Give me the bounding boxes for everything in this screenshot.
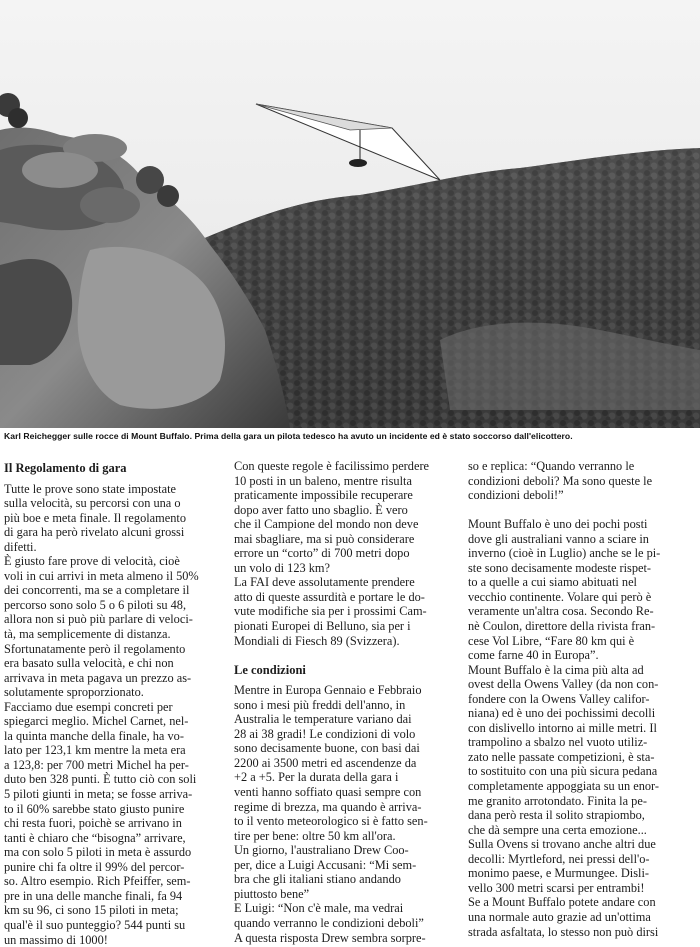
- text-line: fondere con la Owens Valley califor-: [468, 692, 698, 707]
- text-line: sono i mesi più freddi dell'anno, in: [234, 698, 462, 713]
- text-line: inverno (cioè in Luglio) anche se le pi-: [468, 546, 698, 561]
- text-line: che il Campione del mondo non deve: [234, 517, 462, 532]
- text-line: 10 posti in un baleno, mentre risulta: [234, 474, 462, 489]
- column-2-paragraphs-b: [234, 683, 462, 945]
- text-line: trampolino a sbalzo nel vuoto utiliz-: [468, 735, 698, 750]
- text-line: allora non si può più parlare di veloci-: [4, 612, 228, 627]
- text-line: Mondiali di Fiesch 89 (Svizzera).: [234, 634, 462, 649]
- text-line: Australia le temperature variano dai: [234, 712, 462, 727]
- text-line: chi resta fuori, poichè se arrivano in: [4, 816, 228, 831]
- text-line: tanti è chiaro che “bisogna” arrivare,: [4, 831, 228, 846]
- text-line: condizioni deboli? Ma sono queste le: [468, 474, 698, 489]
- text-line: km su 96, ci sono 15 piloti in meta;: [4, 903, 228, 918]
- text-column-1: [4, 461, 228, 947]
- column-2-paragraphs-a: [234, 459, 462, 648]
- text-line: completamente appoggiata su un enor-: [468, 779, 698, 794]
- text-line: tire per bene: oltre 50 km all'ora.: [234, 829, 462, 844]
- text-line: lato per 123,1 km mentre la meta era: [4, 743, 228, 758]
- text-line: dana però resta il solito strapiombo,: [468, 808, 698, 823]
- text-line: sulla velocità, su percorsi con una o: [4, 496, 228, 511]
- text-line: punire chi fa oltre il 99% del percor-: [4, 860, 228, 875]
- text-line: Un giorno, l'australiano Drew Coo-: [234, 843, 462, 858]
- photo-caption: Karl Reichegger sulle rocce di Mount Buffalo. Prima della gara un pilota tedesco ha avuto un incidente ed è stato soccorso dall'elicottero.: [4, 431, 700, 441]
- text-line: Mentre in Europa Gennaio e Febbraio: [234, 683, 462, 698]
- text-line: sono decisamente buone, con basi dai: [234, 741, 462, 756]
- text-line: Sulla Ovens si trovano anche altri due: [468, 837, 698, 852]
- text-line: dove gli australiani vanno a sciare in: [468, 532, 698, 547]
- text-line: È giusto fare prove di velocità, cioè: [4, 554, 228, 569]
- text-line: più boe e meta finale. Il regolamento: [4, 511, 228, 526]
- text-line: che dà sempre una certa emozione...: [468, 823, 698, 838]
- text-line: Mount Buffalo è uno dei pochi posti: [468, 517, 698, 532]
- text-line: come farne 40 in Europa”.: [468, 648, 698, 663]
- text-line: a 123,8: per 700 metri Michel ha per-: [4, 758, 228, 773]
- text-line: decolli: Myrtleford, nei pressi dell'o-: [468, 852, 698, 867]
- text-line: era basato sulla velocità, e chi non: [4, 656, 228, 671]
- text-line: pionati Europei di Belluno, sia per i: [234, 619, 462, 634]
- text-line: voli in cui arrivi in meta almeno il 50%: [4, 569, 228, 584]
- text-line: +2 a +5. Per la durata della gara i: [234, 770, 462, 785]
- text-line: dopo aver fatto uno sbaglio. È vero: [234, 503, 462, 518]
- text-line: monimo paese, e Murmungee. Disli-: [468, 866, 698, 881]
- text-line: niana) ed è uno dei pochissimi decolli: [468, 706, 698, 721]
- text-line: to il vento meteorologico si è fatto sen-: [234, 814, 462, 829]
- section-heading-condizioni: Le condizioni: [234, 663, 462, 678]
- text-line: ovest della Owens Valley (da non con-: [468, 677, 698, 692]
- text-line: piuttosto bene”: [234, 887, 462, 902]
- text-line: cese Vol Libre, “Fare 80 km qui è: [468, 634, 698, 649]
- column-1-paragraphs: [4, 482, 228, 947]
- text-line: mai sbagliare, ma si può considerare: [234, 532, 462, 547]
- text-line: La FAI deve assolutamente prendere: [234, 575, 462, 590]
- text-line: E Luigi: “Non c'è male, ma vedrai: [234, 901, 462, 916]
- text-line: bra che gli italiani stiano andando: [234, 872, 462, 887]
- text-line: 28 ai 38 gradi! Le condizioni di volo: [234, 727, 462, 742]
- text-line: spiegarci meglio. Michel Carnet, nel-: [4, 714, 228, 729]
- text-line: Tutte le prove sono state impostate: [4, 482, 228, 497]
- text-line: difetti.: [4, 540, 228, 555]
- text-line: to a quelle a cui siamo abituati nel: [468, 575, 698, 590]
- text-line: nè Coulon, direttore della rivista fran-: [468, 619, 698, 634]
- text-line: 5 piloti giunti in meta; se fosse arriva-: [4, 787, 228, 802]
- text-line: con dislivello intorno ai mille metri. Il: [468, 721, 698, 736]
- text-line: pre in una delle manche finali, fa 94: [4, 889, 228, 904]
- section-heading-regolamento: Il Regolamento di gara: [4, 461, 228, 476]
- text-line: qual'è il suo punteggio? 544 punti su: [4, 918, 228, 933]
- text-line: 2200 ai 3500 metri ed ascendenze da: [234, 756, 462, 771]
- text-line: to sostituito con una più sicura pedana: [468, 764, 698, 779]
- text-column-2: [234, 459, 462, 945]
- text-line: Facciamo due esempi concreti per: [4, 700, 228, 715]
- text-line: una normale auto grazie ad un'ottima: [468, 910, 698, 925]
- text-line: condizioni deboli!”: [468, 488, 698, 503]
- text-line: so. Altro esempio. Rich Pfeiffer, sem-: [4, 874, 228, 889]
- text-line: di gara ha però rivelato alcuni grossi: [4, 525, 228, 540]
- column-3-paragraphs-b: [468, 517, 698, 939]
- text-line: zato nelle passate competizioni, è sta-: [468, 750, 698, 765]
- text-line: vute modifiche sia per i prossimi Cam-: [234, 604, 462, 619]
- text-column-3: [468, 459, 698, 939]
- text-line: percorso sono solo 5 o 6 piloti su 48,: [4, 598, 228, 613]
- text-line: so e replica: “Quando verranno le: [468, 459, 698, 474]
- text-line: to il 60% sarebbe stato giusto punire: [4, 802, 228, 817]
- text-line: duto ben 328 punti. È tutto ciò con soli: [4, 772, 228, 787]
- text-line: errore un “corto” di 700 metri dopo: [234, 546, 462, 561]
- text-line: un volo di 123 km?: [234, 561, 462, 576]
- text-line: regime di brezza, ma quando è arriva-: [234, 800, 462, 815]
- text-line: A questa risposta Drew sembra sorpre-: [234, 931, 462, 946]
- text-line: Con queste regole è facilissimo perdere: [234, 459, 462, 474]
- text-line: quando verranno le condizioni deboli”: [234, 916, 462, 931]
- text-line: ma con solo 5 piloti in meta è assurdo: [4, 845, 228, 860]
- text-line: me granito arrotondato. Finita la pe-: [468, 794, 698, 809]
- hang-glider-photo: [0, 0, 700, 428]
- text-line: ste sono decisamente modeste rispet-: [468, 561, 698, 576]
- text-line: Mount Buffalo è la cima più alta ad: [468, 663, 698, 678]
- text-line: veramente un'altra cosa. Secondo Re-: [468, 604, 698, 619]
- text-line: vecchio continente. Volare qui però è: [468, 590, 698, 605]
- text-line: Se a Mount Buffalo potete andare con: [468, 895, 698, 910]
- text-line: solutamente sproporzionato.: [4, 685, 228, 700]
- column-3-paragraphs-a: [468, 459, 698, 503]
- text-line: un massimo di 1000!: [4, 933, 228, 947]
- text-line: vello 300 metri scarsi per entrambi!: [468, 881, 698, 896]
- text-line: atto di queste assurdità e portare le do-: [234, 590, 462, 605]
- text-line: la quinta manche della finale, ha vo-: [4, 729, 228, 744]
- text-line: tà, ma semplicemente di distanza.: [4, 627, 228, 642]
- text-line: per, dice a Luigi Accusani: “Mi sem-: [234, 858, 462, 873]
- text-line: praticamente impossibile recuperare: [234, 488, 462, 503]
- text-line: Sfortunatamente però il regolamento: [4, 642, 228, 657]
- text-line: arrivava in meta pagava un prezzo as-: [4, 671, 228, 686]
- text-line: strada asfaltata, lo stesso non può dirsi: [468, 925, 698, 940]
- text-line: venti hanno soffiato quasi sempre con: [234, 785, 462, 800]
- text-line: dei concorrenti, ma se a completare il: [4, 583, 228, 598]
